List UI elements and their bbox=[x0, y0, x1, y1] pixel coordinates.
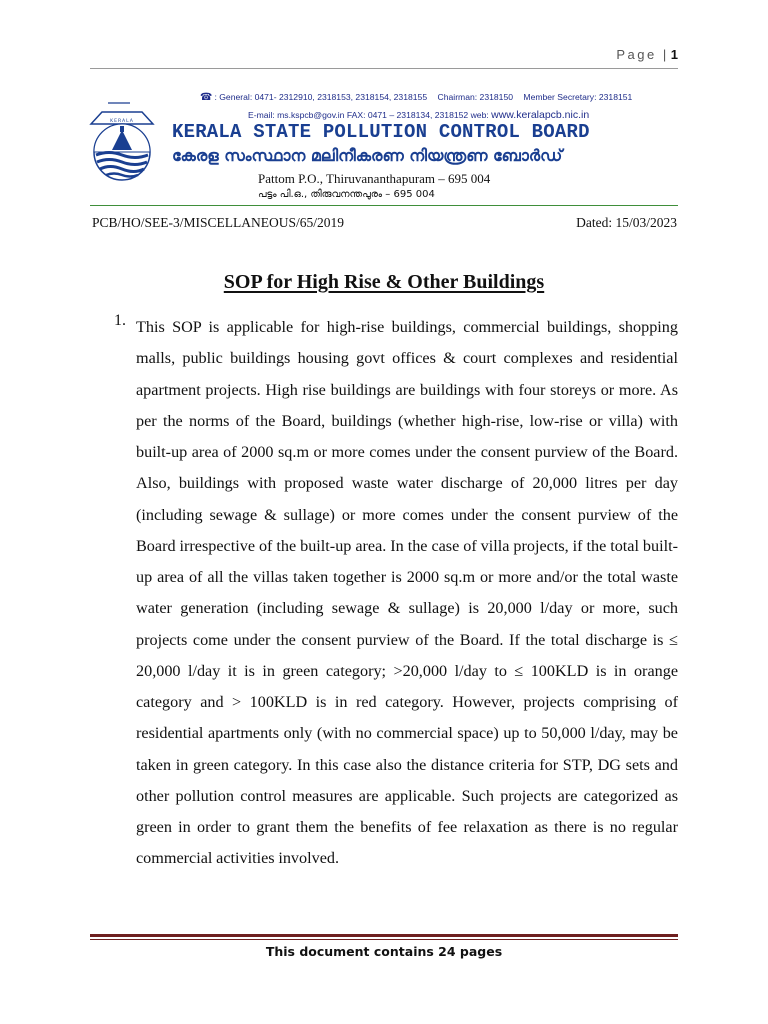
kspcb-logo bbox=[86, 100, 158, 182]
contact-email[interactable]: E-mail: ms.kspcb@gov.in bbox=[248, 110, 345, 120]
logo-text: KERALA bbox=[110, 119, 134, 124]
footer-divider-thick bbox=[90, 934, 678, 937]
contact-chairman: Chairman: 2318150 bbox=[437, 92, 514, 102]
page-number-value: 1 bbox=[670, 47, 678, 62]
footer-page-count: This document contains 24 pages bbox=[265, 944, 503, 959]
contact-web-label: web: bbox=[470, 110, 489, 120]
contact-web-url[interactable]: www.keralapcb.nic.in bbox=[491, 109, 590, 121]
contact-phones bbox=[200, 92, 670, 103]
document-title: SOP for High Rise & Other Buildings bbox=[223, 271, 545, 293]
top-divider bbox=[90, 68, 678, 69]
address-malayalam: പട്ടം പി.ഒ., തിരുവനന്തപുരം – 695 004 bbox=[258, 189, 435, 200]
address-english: Pattom P.O., Thiruvananthapuram – 695 004 bbox=[258, 171, 491, 186]
document-date: Dated: 15/03/2023 bbox=[576, 215, 677, 230]
contact-fax: FAX: 0471 – 2318134, 2318152 bbox=[346, 110, 469, 120]
contact-member-secretary: Member Secretary: 2318151 bbox=[523, 92, 633, 102]
footer-divider-thin bbox=[90, 939, 678, 940]
reference-number: PCB/HO/SEE-3/MISCELLANEOUS/65/2019 bbox=[92, 215, 345, 230]
telephone-icon: ☎ bbox=[200, 92, 213, 103]
list-item-text: This SOP is applicable for high-rise buildings, commercial buildings, shopping malls, public buildings housing govt offices & court complexes and residential apartment projects. High rise buildings are buildings with four storeys or more. As per the norms of the Board, buildings (whether high-rise, low-rise or villa) with built-up area of 2000 sq.m or more comes under the consent purview of the Board. Also, buildings with proposed waste water discharge of 20,000 litres per day (including sewage & sullage) or more comes under the consent purview of the Board irrespective of the built-up area. In the case of villa projects, if the total built-up area of all the villas taken together is 2000 sq.m or more and/or the total waste water generation (including sewage & sullage) is 20,000 l/day or more, such projects come under the consent purview of the Board. If the total discharge is ≤ 20,000 l/day it is in green category; >20,000 l/day to ≤ 100KLD is in orange category and > 100KLD is in red category. However, projects comprising of residential apartments only (with no commercial space) up to 50,000 l/day, may be taken in green category. In this case also the distance criteria for STP, DG sets and other pollution control measures are applicable. Such projects are categorized as green in order to grant them the benefits of fee relaxation as there is no regular commercial activities involved. bbox=[136, 318, 678, 868]
list-item-number: 1. bbox=[114, 312, 126, 329]
page-label: Page bbox=[616, 47, 657, 62]
org-name-malayalam: കേരള സംസ്ഥാന മലിനീകരണ നിയന്ത്രണ ബോർഡ് bbox=[172, 146, 563, 165]
page-number: Page | 1 bbox=[616, 47, 678, 62]
contact-email-fax-web bbox=[248, 109, 589, 121]
header-divider bbox=[90, 205, 678, 206]
org-name-english: KERALA STATE POLLUTION CONTROL BOARD bbox=[172, 121, 590, 143]
contact-general: : General: 0471- 2312910, 2318153, 2318154, 2318155 bbox=[214, 92, 428, 102]
